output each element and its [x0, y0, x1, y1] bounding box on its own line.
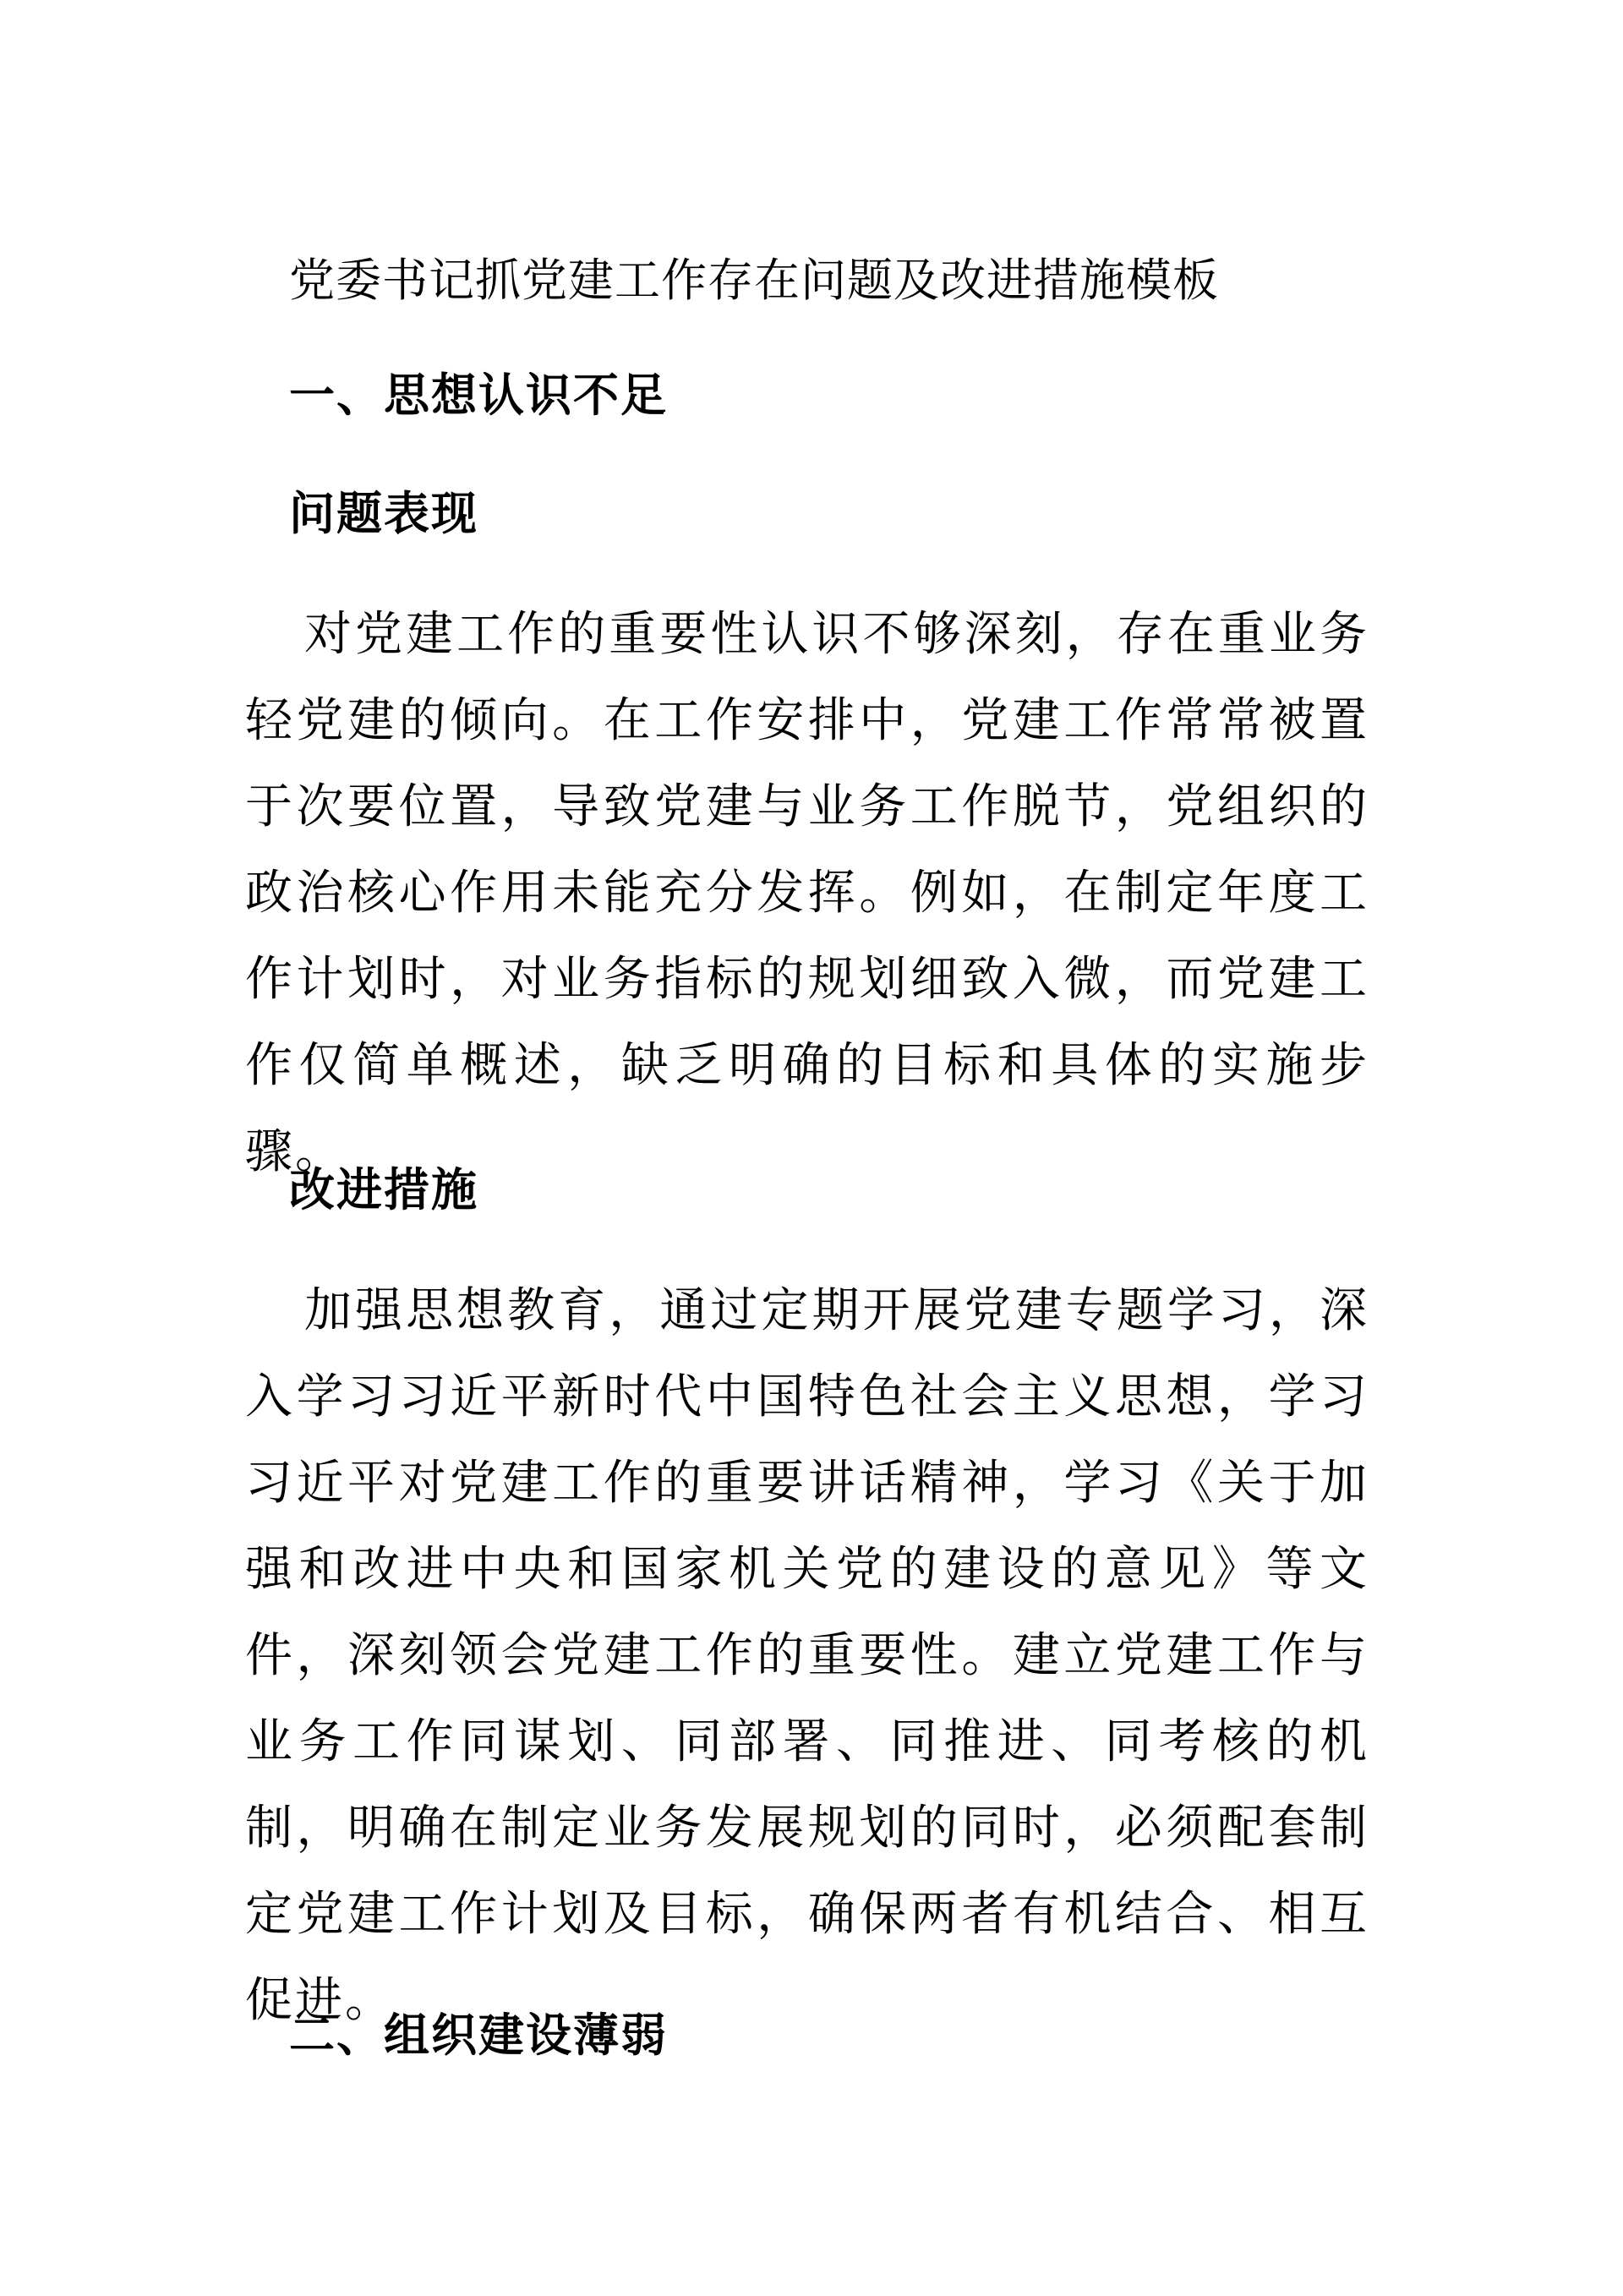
measure-paragraph: 加强思想教育，通过定期开展党建专题学习，深入学习习近平新时代中国特色社会主义思想，学习习近平对党建工作的重要讲话精神，学习《关于加强和改进中央和国家机关党的建设的意见》等文件，深刻领会党建工作的重要性。建立党建工作与业务工作同谋划、同部署、同推进、同考核的机制，明确在制定业务发展规划的同时，必须配套制定党建工作计划及目标，确保两者有机结合、相互促进。	[245, 1283, 1369, 2028]
section-2-heading: 二、组织建设薄弱	[289, 2009, 668, 2062]
measure-subheading: 改进措施	[289, 1163, 478, 1216]
document-title: 党委书记抓党建工作存在问题及改进措施模板	[289, 254, 1219, 307]
problem-paragraph: 对党建工作的重要性认识不够深刻，存在重业务轻党建的倾向。在工作安排中，党建工作常常被置于次要位置，导致党建与业务工作脱节，党组织的政治核心作用未能充分发挥。例如，在制定年度工作计划时，对业务指标的规划细致入微，而党建工作仅简单概述，缺乏明确的目标和具体的实施步骤。	[245, 607, 1369, 1179]
section-1-heading: 一、思想认识不足	[289, 369, 668, 422]
problem-subheading: 问题表现	[289, 487, 478, 540]
